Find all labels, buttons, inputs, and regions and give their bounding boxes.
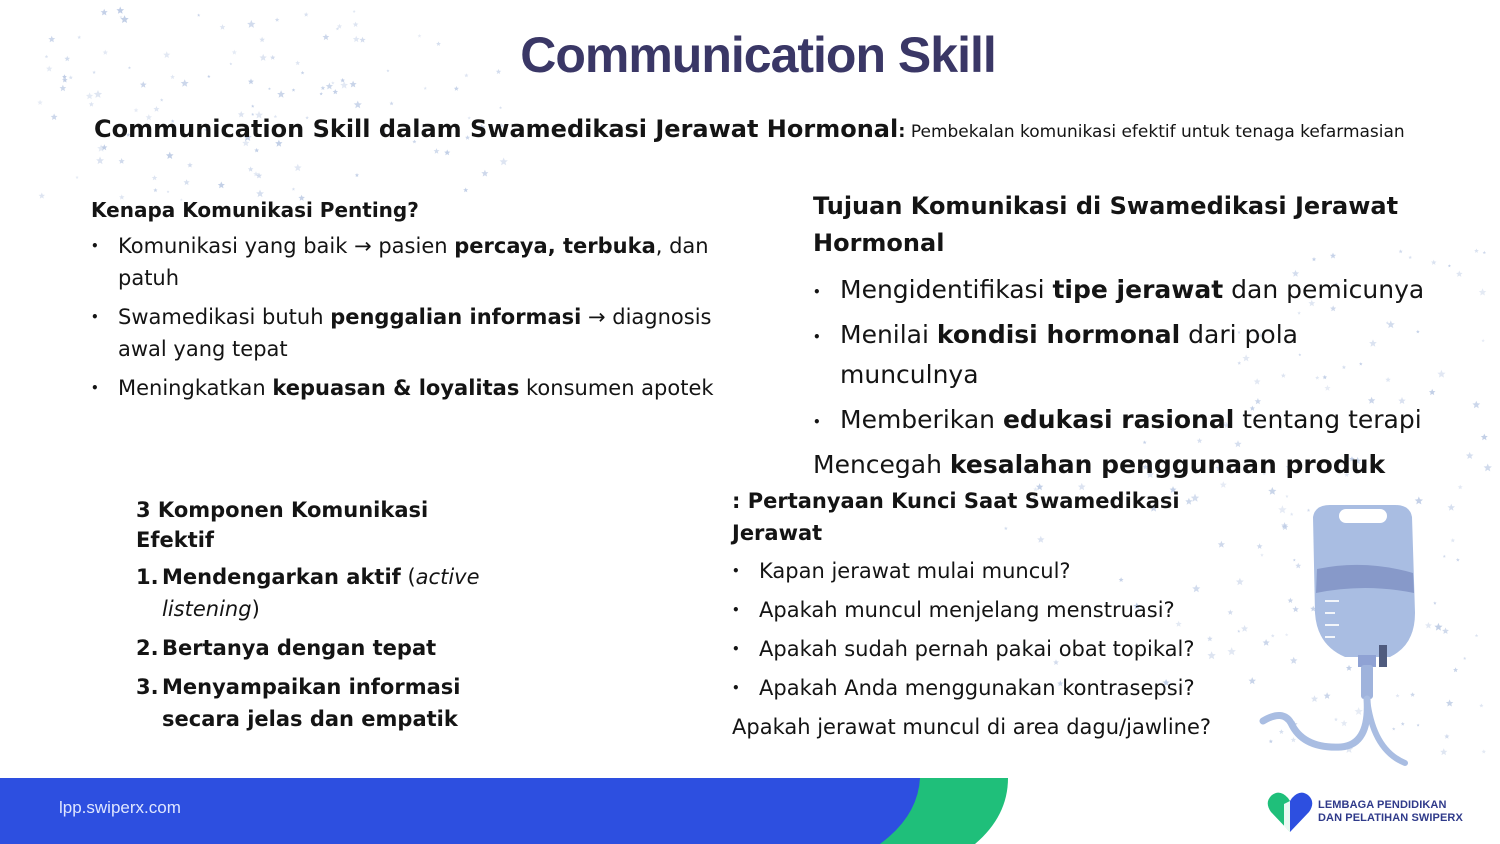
star-icon (434, 148, 440, 154)
star-icon (355, 173, 359, 177)
list-item (813, 270, 1433, 310)
list-item (732, 594, 1242, 626)
star-icon (60, 85, 67, 91)
star-icon (292, 187, 295, 190)
star-icon (1475, 634, 1478, 637)
iv-bag-icon (1255, 495, 1470, 780)
star-icon (1472, 401, 1480, 409)
star-icon (333, 89, 338, 94)
star-icon (86, 92, 93, 99)
star-icon (166, 152, 174, 159)
item-bold: tipe jerawat (1052, 275, 1224, 304)
item-text: Apakah Anda menggunakan kontrasepsi? (759, 676, 1195, 700)
star-icon (444, 150, 450, 156)
item-text: Apakah muncul menjelang menstruasi? (759, 598, 1175, 622)
logo-line-1: LEMBAGA PENDIDIKAN (1318, 799, 1447, 811)
star-icon (251, 105, 254, 108)
star-icon (292, 88, 296, 91)
star-icon (1241, 625, 1248, 632)
key-questions-section (732, 485, 1242, 743)
item-text: → diagnosis awal yang tepat (118, 305, 712, 361)
star-icon (248, 166, 254, 171)
star-icon (167, 190, 170, 193)
subtitle (94, 115, 1405, 143)
bullet-icon: • (813, 330, 821, 344)
star-icon (277, 90, 285, 98)
star-icon (1479, 288, 1487, 295)
star-icon (500, 158, 508, 166)
questions-last-line: Apakah jerawat muncul di area dagu/jawline? (732, 715, 1212, 739)
item-text: ( (400, 565, 416, 589)
subtitle-separator: : (898, 121, 906, 142)
list-item (732, 633, 1242, 665)
item-number: 2. (136, 636, 159, 660)
list-item (136, 561, 496, 625)
bullet-icon: • (91, 239, 99, 253)
bullet-icon: • (813, 285, 821, 299)
subtitle-description: Pembekalan komunikasi efektif untuk tenaga kefarmasian (905, 122, 1405, 142)
star-icon (119, 158, 125, 164)
item-text: ) (251, 597, 260, 621)
item-text: Memberikan (840, 405, 1003, 434)
star-icon (353, 10, 356, 13)
star-icon (481, 170, 488, 177)
item-text: dan pemicunya (1223, 275, 1425, 304)
star-icon (1456, 271, 1463, 277)
star-icon (1437, 370, 1445, 378)
star-icon (254, 148, 259, 153)
goals-last-line (813, 445, 1433, 485)
why-communication-section (91, 196, 756, 411)
logo-line-2: DAN PELATIHAN SWIPERX (1318, 812, 1463, 824)
star-icon (134, 108, 139, 112)
star-icon (268, 87, 271, 90)
list-item (813, 400, 1433, 440)
item-text: Kapan jerawat mulai muncul? (759, 559, 1071, 583)
item-bold: Mendengarkan aktif (162, 565, 401, 589)
subtitle-bold: Communication Skill dalam Swamedikasi Jerawat Hormonal (94, 115, 899, 143)
star-icon (160, 98, 163, 101)
item-text: tentang terapi (1234, 405, 1422, 434)
list-item (136, 632, 496, 664)
effective-communication-components (136, 495, 496, 742)
bullet-icon: • (732, 642, 740, 656)
list-item (91, 230, 756, 294)
list-item (91, 372, 756, 404)
item-text: Meningkatkan (118, 376, 273, 400)
item-text: Swamedikasi butuh (118, 305, 331, 329)
star-icon (1458, 485, 1463, 490)
key-questions-list (732, 555, 1242, 704)
item-bold: Bertanya dengan tepat (162, 636, 437, 660)
communication-goals-section (813, 188, 1433, 485)
list-item (91, 301, 756, 365)
star-icon (101, 9, 108, 16)
star-icon (1481, 339, 1485, 342)
star-icon (354, 101, 362, 109)
list-item (813, 315, 1433, 395)
star-icon (218, 182, 225, 189)
item-italic: active listening (162, 565, 480, 621)
item-text: Mengidentifikasi (840, 275, 1053, 304)
item-text: Komunikasi yang baik → pasien (118, 234, 455, 258)
page-title: Communication Skill (520, 27, 996, 83)
heart-logo-icon (1266, 790, 1314, 834)
star-icon (463, 188, 468, 193)
star-icon (51, 114, 58, 121)
star-icon (39, 193, 45, 199)
star-icon (1479, 704, 1483, 708)
communication-goals-list (813, 270, 1433, 440)
bullet-icon: • (91, 310, 99, 324)
bullet-icon: • (813, 415, 821, 429)
star-icon (153, 106, 159, 112)
star-icon (320, 92, 323, 95)
why-communication-list (91, 230, 756, 404)
list-item (136, 671, 496, 735)
star-icon (1483, 251, 1486, 254)
logo-text (1318, 799, 1463, 825)
star-icon (424, 87, 427, 90)
bullet-icon: • (732, 564, 740, 578)
list-item (732, 672, 1242, 704)
why-communication-heading: Kenapa Komunikasi Penting? (91, 198, 419, 222)
star-icon (1482, 749, 1486, 753)
star-icon (121, 15, 129, 23)
components-heading: 3 Komponen Komunikasi Efektif (136, 498, 429, 552)
star-icon (96, 157, 104, 165)
star-icon (153, 188, 157, 192)
star-icon (499, 106, 502, 109)
star-icon (75, 176, 78, 179)
bullet-icon: • (732, 681, 740, 695)
footer-logo (1266, 790, 1463, 834)
star-icon (1466, 452, 1474, 459)
star-icon (184, 179, 190, 185)
star-icon (1481, 434, 1488, 441)
item-text: dari pola munculnya (840, 320, 1298, 389)
star-icon (1484, 464, 1492, 472)
item-bold: penggalian informasi (330, 305, 582, 329)
star-icon (390, 101, 394, 105)
star-icon (94, 90, 102, 98)
components-list (136, 561, 496, 735)
list-item (732, 555, 1242, 587)
item-text: konsumen apotek (519, 376, 714, 400)
item-bold: kesalahan penggunaan produk (949, 450, 1386, 479)
star-icon (37, 100, 43, 105)
communication-goals-heading: Tujuan Komunikasi di Swamedikasi Jerawat Hormonal (813, 192, 1399, 257)
star-icon (152, 175, 158, 180)
star-icon (454, 86, 459, 91)
item-number: 1. (136, 565, 159, 589)
bullet-icon: • (732, 603, 740, 617)
star-icon (116, 7, 124, 14)
item-bold: percaya, terbuka (454, 234, 656, 258)
item-bold: kepuasan & loyalitas (272, 376, 520, 400)
bullet-icon: • (91, 381, 99, 395)
item-text: Menilai (840, 320, 937, 349)
footer-url[interactable]: lpp.swiperx.com (59, 798, 181, 817)
star-icon (275, 18, 280, 22)
star-icon (1448, 264, 1451, 267)
item-bold: kondisi hormonal (936, 320, 1181, 349)
star-icon (1474, 249, 1479, 253)
star-icon (304, 12, 309, 17)
star-icon (294, 164, 302, 171)
star-icon (89, 102, 94, 107)
item-text: Apakah sudah pernah pakai obat topikal? (759, 637, 1195, 661)
star-icon (1268, 487, 1276, 495)
star-icon (187, 162, 193, 167)
item-text: Mencegah (813, 450, 950, 479)
star-icon (321, 86, 326, 90)
item-bold: Menyampaikan informasi secara jelas dan empatik (162, 675, 461, 731)
star-icon (197, 14, 200, 17)
item-text: , dan patuh (118, 234, 709, 290)
key-questions-heading: : Pertanyaan Kunci Saat Swamedikasi Jerawat (732, 489, 1180, 545)
item-bold: edukasi rasional (1002, 405, 1235, 434)
item-number: 3. (136, 675, 159, 699)
